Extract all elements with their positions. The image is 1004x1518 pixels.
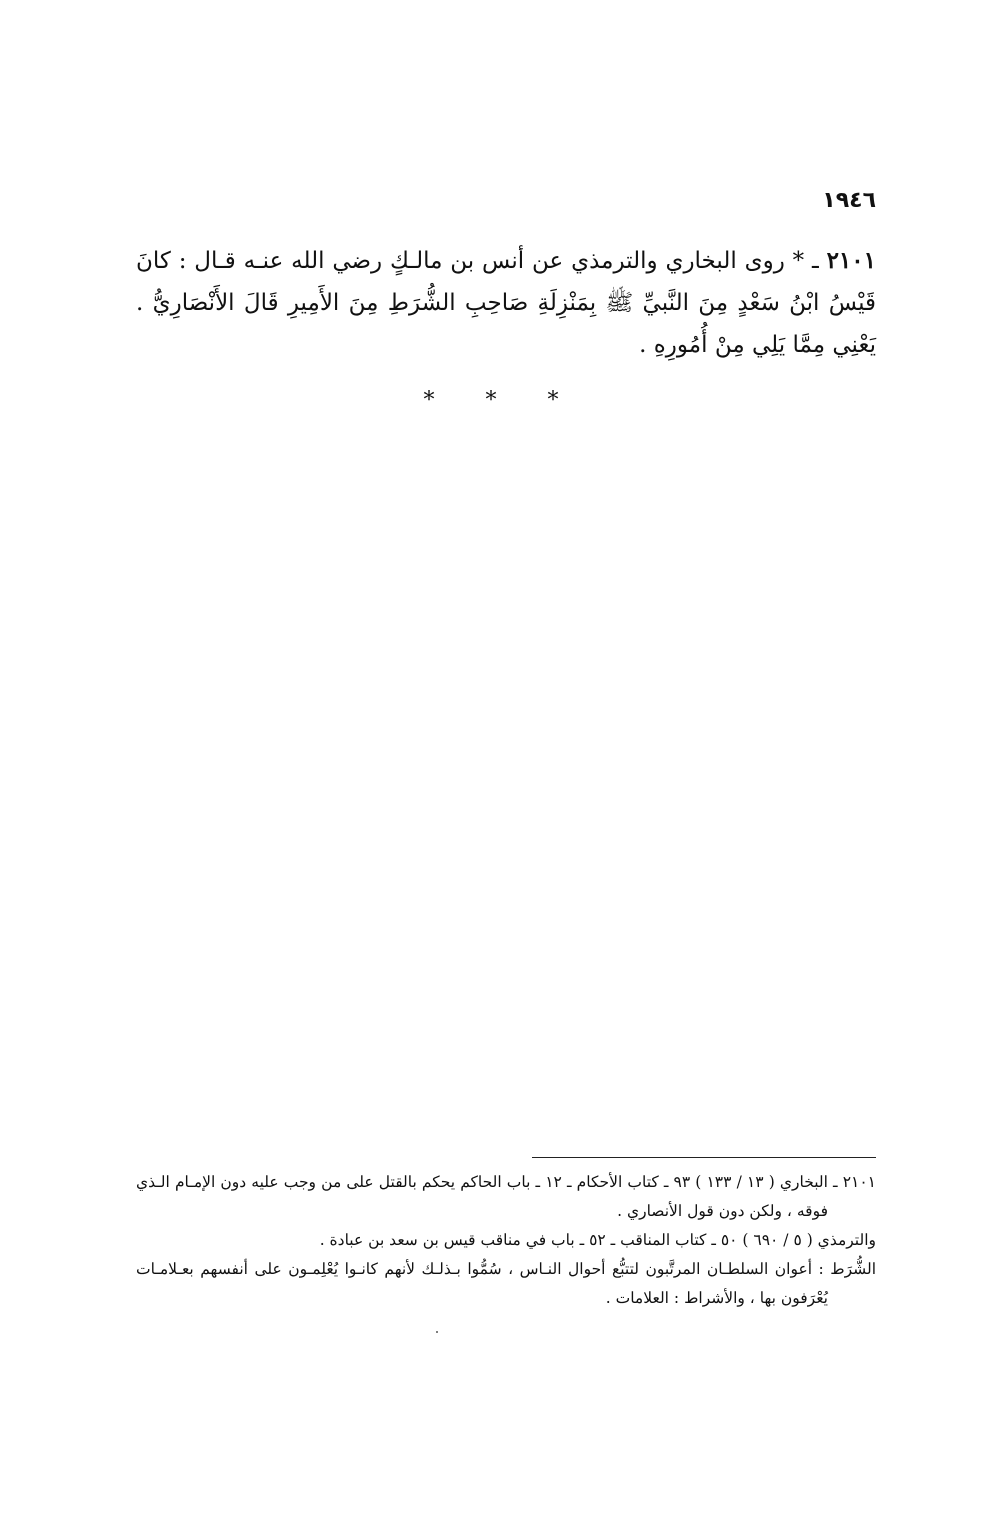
- footnote-line-1: ٢١٠١ ـ البخاري ( ١٣ / ١٣٣ ) ٩٣ ـ كتاب الأحكام ـ ١٢ ـ باب الحاكم يحكم بالقتل على من وجب عليه دون الإمـام الـذي: [136, 1173, 876, 1191]
- print-speck: [436, 1331, 438, 1333]
- footnote-line-5: يُعْرَفون بها ، والأشراط : العلامات .: [605, 1289, 828, 1307]
- hadith-paragraph: [136, 240, 876, 366]
- footnote-divider: [532, 1157, 876, 1158]
- section-separator: * * *: [423, 388, 581, 413]
- hadith-text-line-1: ـ * روى البخاري والترمذي عن أنس بن مالـكٍ رضي الله عنـه قـال : كانَ قَيْسُ: [136, 248, 877, 316]
- footnotes: [136, 1168, 876, 1313]
- hadith-text-line-2: ابْنُ سَعْدٍ مِنَ النَّبيِّ ﷺ بِمَنْزِلَةِ صَاحِبِ الشُّرَطِ مِنَ الأَمِيرِ قَالَ الأَنْصَارِيُّ . يَعْنِي مِمَّا يَلِي مِنْ: [136, 290, 876, 358]
- footnote-line-3: والترمذي ( ٥ / ٦٩٠ ) ٥٠ ـ كتاب المناقب ـ ٥٢ ـ باب في مناقب قيس بن سعد بن عبادة .: [319, 1231, 876, 1249]
- hadith-number: ٢١٠١: [826, 247, 876, 274]
- page-number: ١٩٤٦: [822, 188, 876, 213]
- footnote-line-2: فوقه ، ولكن دون قول الأنصاري .: [617, 1202, 828, 1220]
- hadith-text-line-3: أُمُورِهِ .: [639, 332, 708, 358]
- footnote-line-4: الشُّرَط : أعوان السلطـان المرتَّبون لتتبُّع أحوال النـاس ، سُمُّوا بـذلـك لأنهم كانـوا يُعْلِمـون على أنفسهم بعـلامـات: [136, 1260, 876, 1278]
